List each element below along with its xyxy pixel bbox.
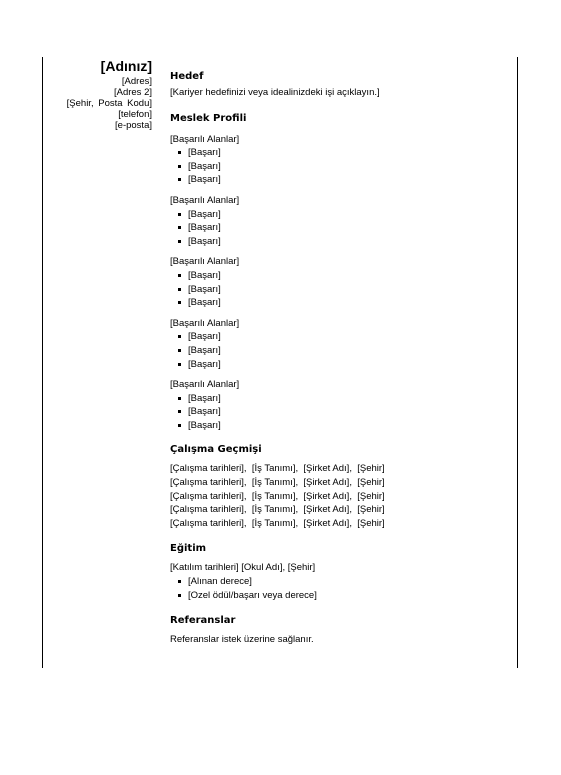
achievement-item[interactable]: [Başarı] [178,344,510,358]
achievement-list [170,392,510,433]
achievement-item[interactable]: [Başarı] [178,160,510,174]
work-history-line[interactable]: [Çalışma tarihleri], [İş Tanımı], [Şirket Adı], [Şehir] [170,504,385,516]
references-text[interactable]: Referanslar istek üzerine sağlanır. [170,634,314,646]
applicant-name[interactable]: [Adınız] [100,58,152,74]
achievement-item[interactable]: [Başarı] [178,146,510,160]
work-heading: Çalışma Geçmişi [170,444,262,456]
achievement-item[interactable]: [Başarı] [178,173,510,187]
achievement-item[interactable]: [Başarı] [178,392,510,406]
objective-text[interactable]: [Kariyer hedefinizi veya idealinizdeki işi açıklayın.] [170,87,380,98]
achievement-item[interactable]: [Başarı] [178,221,510,235]
achievement-list [170,269,510,310]
achievement-item[interactable]: [Başarı] [178,358,510,372]
work-history-line[interactable]: [Çalışma tarihleri], [İş Tanımı], [Şirket Adı], [Şehir] [170,463,385,475]
achievement-area [170,133,510,187]
achievement-area-title[interactable]: [Başarılı Alanlar] [170,379,240,391]
education-heading: Eğitim [170,543,207,555]
address-line-1[interactable]: [Adres] [121,76,152,87]
phone-line[interactable]: [telefon] [118,109,152,120]
objective-heading: Hedef [170,71,204,82]
profile-areas [170,133,510,433]
achievement-area-title[interactable]: [Başarılı Alanlar] [170,317,240,329]
work-history-line[interactable]: [Çalışma tarihleri], [İş Tanımı], [Şirket Adı], [Şehir] [170,517,385,529]
achievement-list [170,146,510,187]
education-item[interactable]: [Alınan derece] [178,575,510,589]
main-content [170,70,510,647]
achievement-item[interactable]: [Başarı] [178,419,510,433]
education-line[interactable]: [Katılım tarihleri] [Okul Adı], [Şehir] [170,562,316,574]
achievement-area [170,194,510,248]
achievement-area-title[interactable]: [Başarılı Alanlar] [170,194,240,206]
email-line[interactable]: [e-posta] [115,120,152,131]
achievement-item[interactable]: [Başarı] [178,269,510,283]
achievement-area [170,255,510,309]
achievement-item[interactable]: [Başarı] [178,405,510,419]
achievement-area [170,378,510,432]
left-border-line [42,57,43,668]
education-items [170,575,510,602]
address-line-2[interactable]: [Adres 2] [113,87,152,98]
achievement-area [170,317,510,371]
achievement-item[interactable]: [Başarı] [178,283,510,297]
profile-heading: Meslek Profili [170,112,247,124]
contact-block [67,58,152,131]
achievement-item[interactable]: [Başarı] [178,235,510,249]
work-history-line[interactable]: [Çalışma tarihleri], [İş Tanımı], [Şirket Adı], [Şehir] [170,477,385,489]
achievement-item[interactable]: [Başarı] [178,208,510,222]
right-border-line [517,57,518,668]
achievement-list [170,330,510,371]
achievement-item[interactable]: [Başarı] [178,296,510,310]
city-postal-line[interactable]: [Şehir, Posta Kodu] [66,98,152,109]
work-history-line[interactable]: [Çalışma tarihleri], [İş Tanımı], [Şirket Adı], [Şehir] [170,490,385,502]
education-item[interactable]: [Ozel ödül/başarı veya derece] [178,589,510,603]
work-history-list [170,462,510,530]
achievement-area-title[interactable]: [Başarılı Alanlar] [170,133,240,145]
achievement-list [170,208,510,249]
achievement-item[interactable]: [Başarı] [178,330,510,344]
achievement-area-title[interactable]: [Başarılı Alanlar] [170,256,240,268]
references-heading: Referanslar [170,615,236,627]
